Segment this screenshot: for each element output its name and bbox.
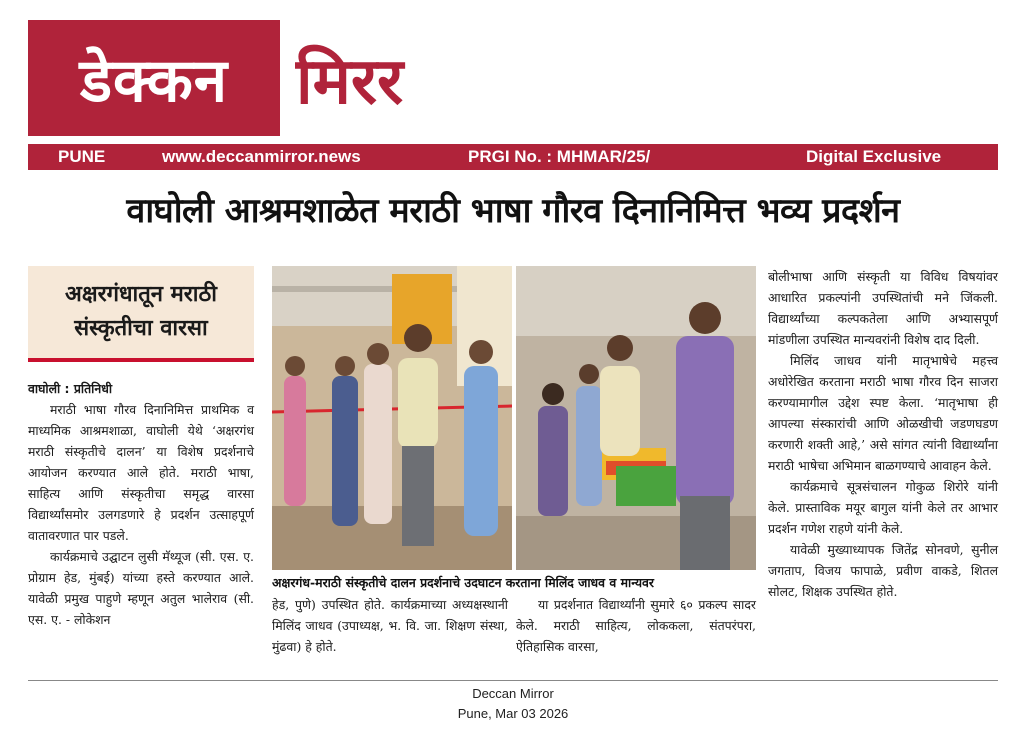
paragraph: बोलीभाषा आणि संस्कृती या विविध विषयांवर आधारित प्रकल्पांनी उपस्थितांची मने जिंकली. विद्यार्थ्यांच्या कल्पकतेला आणि अभ्यासपूर्ण मांडणीला उपस्थित मान्यवरांनी विशेष दाद दिली. [768,269,998,347]
photo-caption: अक्षरगंध-मराठी संस्कृतीचे दालन प्रदर्शनाचे उदघाटन करताना मिलिंद जाधव व मान्यवर [272,575,654,590]
paragraph: कार्यक्रमाचे उद्घाटन लुसी मॅथ्यूज (सी. एस. ए. प्रोग्राम हेड, मुंबई) यांच्या हस्ते करण्यात आले. यावेळी प्रमुख पाहुणे म्हणून अतुल भालेराव (सी. एस. ए. - लोकेशन [28,549,254,627]
prgi-number: PRGI No. : MHMAR/25/ [468,147,651,166]
footer-divider [28,680,998,681]
info-bar [28,144,998,170]
photo-exhibition-image [516,266,756,570]
paragraph: कार्यक्रमाचे सूत्रसंचालन गोकुळ शिरोरे यांनी केले. प्रास्ताविक मयूर बागुल यांनी केले तर आभार प्रदर्शन गणेश राहणे यांनी केले. [768,479,998,536]
subhead-line2: संस्कृतीचा वारसा [74,316,208,341]
website-link[interactable]: www.deccanmirror.news [162,147,361,166]
edition-label: Digital Exclusive [806,147,942,166]
paragraph: मराठी भाषा गौरव दिनानिमित्त प्राथमिक व माध्यमिक आश्रमशाळा, वाघोली येथे ‘अक्षरगंध मराठी संस्कृतीचे दालन’ या विशेष प्रदर्शनाचे आयोजन करण्यात आले होते. मराठी भाषा, साहित्य आणि संस्कृतीचा समृद्ध वारसा विद्यार्थ्यांसमोर उलगडणारे हे प्रदर्शन उत्साहपूर्ण वातावरणात पार पडले. [28,402,254,543]
masthead-logo-box [28,20,280,136]
footer-publication: Deccan Mirror [472,686,554,701]
city-label: PUNE [58,147,106,166]
article-column-4 [768,266,998,602]
headline: वाघोली आश्रमशाळेत मराठी भाषा गौरव दिनानिमित्त भव्य प्रदर्शन [126,191,900,231]
article-column-1 [28,378,254,630]
paragraph: हेड, पुणे) उपस्थित होते. कार्यक्रमाच्या अध्यक्षस्थानी मिलिंद जाधव (उपाध्यक्ष, भ. वि. जा. शिक्षण संस्था, मुंढवा) हे होते. [272,597,508,654]
masthead-logo-part1: डेक्कन [79,46,229,116]
paragraph: यावेळी मुख्याध्यापक जितेंद्र सोनवणे, सुनील जगताप, विजय फापाळे, प्रवीण वाकडे, शितल सोलट, शिक्षक उपस्थित होते. [768,542,998,599]
footer-dateline: Pune, Mar 03 2026 [457,706,569,721]
photo-exhibition [516,266,756,570]
byline: वाघोली : प्रतिनिधी [28,381,113,396]
subhead-box [28,266,254,362]
photo-inauguration-image [272,266,512,570]
photo-inauguration [272,266,512,570]
article-column-2 [272,594,508,657]
article-column-3 [516,594,756,657]
subhead-line1: अक्षरगंधातून मराठी [65,282,217,307]
paragraph: या प्रदर्शनात विद्यार्थ्यांनी सुमारे ६० प्रकल्प सादर केले. मराठी साहित्य, लोककला, संतपरंपरा, ऐतिहासिक वारसा, [516,597,756,654]
paragraph: मिलिंद जाधव यांनी मातृभाषेचे महत्त्व अधोरेखित करताना मराठी भाषा गौरव दिन साजरा करण्यामागील उद्देश स्पष्ट केला. ‘मातृभाषा ही आपल्या संस्कारांची आणि ओळखीची जडणघडण करणारी शक्ती आहे,’ असे सांगत त्यांनी विद्यार्थ्यांना मराठी भाषेचा अभिमान बाळगण्याचे आवाहन केले. [768,353,998,473]
masthead-logo-part2: मिरर [296,44,404,119]
